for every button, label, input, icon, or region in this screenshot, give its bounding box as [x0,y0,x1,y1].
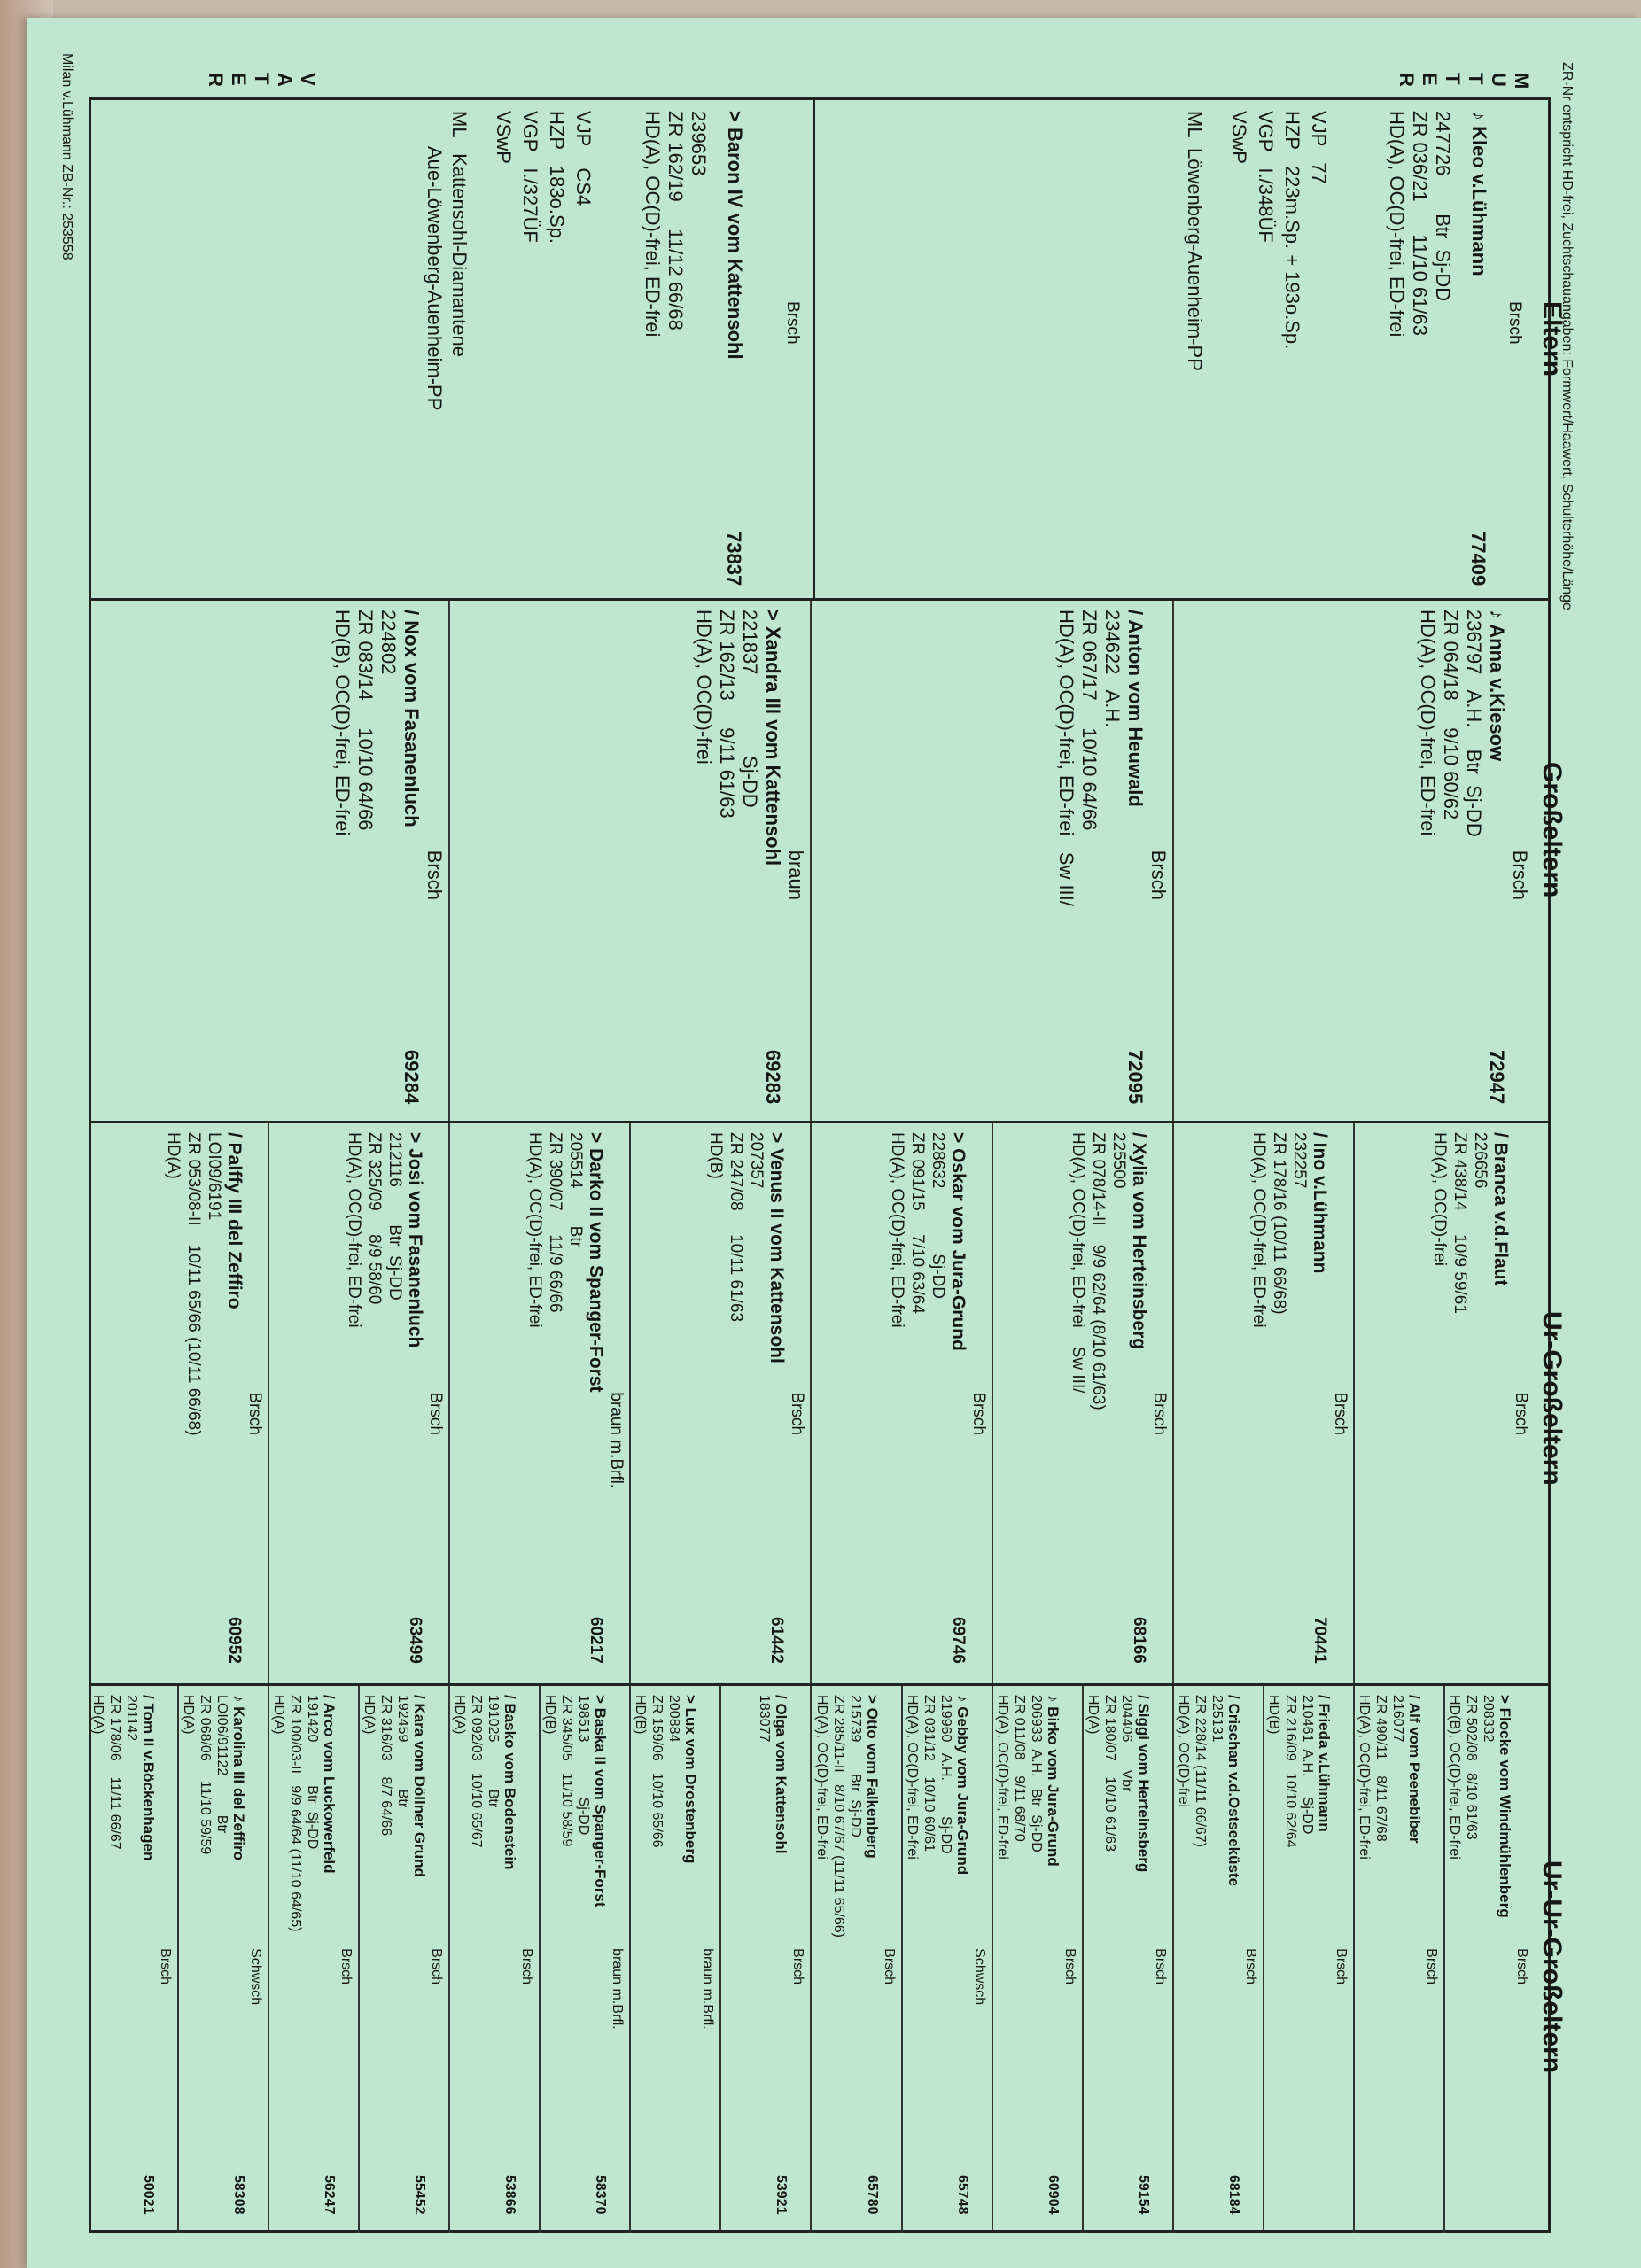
urur-row-divider [1082,1686,1084,2233]
divider-1 [89,598,1551,601]
urur-color: Schwsch [248,1948,264,2006]
urur-number: 53921 [774,2175,789,2215]
divider-3 [89,1683,1551,1686]
ur-line: ZR 390/07 11/9 66/66 [546,1132,565,1313]
urur-line: HD(B), OC(D)-frei, ED-frei [1447,1695,1462,1860]
urur-line: 216077 [1389,1695,1405,1743]
mutter-line-1: 247726 Btr Sj-DD [1432,111,1454,302]
urur-line: 191025 Btr [486,1695,502,1808]
urur-line: HD(A), OC(D)-frei [1175,1695,1191,1808]
urur-number: 56247 [322,2175,338,2215]
urur-name: > Otto vom Falkenberg [863,1695,881,1859]
ur-line: 226656 [1471,1132,1489,1189]
ur-line: ZR 178/16 (10/11 66/68) [1269,1132,1288,1315]
grosseltern-number: 69284 [401,1050,424,1105]
grosseltern-line: HD(A), OC(D)-frei, ED-frei Sw III/ [1054,610,1077,906]
urur-line: 192459 Btr [395,1695,411,1808]
mutter-extra-3: VGP I./348ÜF [1255,111,1277,243]
ur-line: HD(A) [164,1132,183,1179]
urur-line: ZR 100/03-II 9/9 64/64 (11/10 64/65) [288,1695,304,1932]
urur-line: ZR 092/03 10/10 65/67 [469,1695,485,1848]
urur-line: HD(B) [542,1695,558,1735]
col-urur: Ur-Ur-Großeltern [1537,1860,1567,2074]
ur-color: Brsch [426,1392,446,1435]
urur-number: 53866 [502,2175,518,2215]
grosseltern-line: HD(A), OC(D)-frei, ED-frei [1417,610,1439,836]
urur-number: 68184 [1225,2175,1241,2215]
ur-name: / Branca v.d.Flaut [1490,1132,1511,1286]
ur-line: 205514 Btr [566,1132,586,1247]
urur-line: ZR 159/06 10/10 65/66 [649,1695,665,1848]
ur-number: 60217 [587,1617,606,1664]
ur-number: 68166 [1129,1617,1148,1664]
urur-number: 65748 [954,2175,970,2215]
grosseltern-line: HD(B), OC(D)-frei, ED-frei [331,610,354,836]
col-grosseltern: Großeltern [1537,762,1567,898]
grosseltern-color: braun [785,850,808,901]
grosseltern-number: 72947 [1486,1050,1508,1105]
urur-row-divider [901,1686,903,2233]
urur-number: 58370 [593,2175,609,2215]
ur-row-divider [448,1123,450,1683]
urur-name: / Crischan v.d.Ostseeküste [1225,1695,1242,1887]
urur-name: / Olga vom Kattensohl [773,1695,790,1854]
urur-color: Brsch [1333,1948,1349,1985]
ur-line: 228632 Sj-DD [928,1132,947,1299]
ur-color: Brsch [245,1392,265,1435]
urur-line: ZR 345/05 11/10 58/59 [559,1695,575,1847]
ur-color: Brsch [788,1392,807,1435]
grosseltern-name: / Nox vom Fasanenluch [401,610,424,827]
ur-name: > Darko II vom Spanger-Forst [586,1132,607,1393]
urur-color: Brsch [158,1948,174,1985]
urur-line: ZR 502/08 8/10 61/63 [1464,1695,1479,1840]
urur-line: 200884 [666,1695,682,1743]
urur-color: Brsch [790,1948,806,1985]
urur-name: / Kara vom Döllner Grund [411,1695,429,1877]
urur-line: HD(A) [362,1695,377,1735]
grosseltern-color: Brsch [424,850,447,900]
urur-line: HD(A), OC(D)-frei, ED-frei [904,1695,920,1860]
grosseltern-line: HD(A), OC(D)-frei [693,610,716,765]
ur-row-divider [1353,1123,1355,1683]
urur-row-divider [448,1686,450,2233]
ur-line: HD(A), OC(D)-frei, ED-frei [345,1132,364,1328]
ur-line: 225500 [1108,1132,1128,1189]
urur-line: ZR 490/11 8/11 67/68 [1373,1695,1388,1842]
urur-color: braun m.Brfl. [700,1948,716,2030]
urur-color: Brsch [1514,1948,1529,1985]
ur-name: / Ino v.Lühmann [1309,1132,1330,1274]
vater-ml2: Aue-Löwenberg-Auenheim-PP [424,146,446,411]
grosseltern-name: ♪ Anna v.Kiesow [1486,610,1508,762]
urur-line: 210461 A.H. Sj-DD [1299,1695,1315,1835]
grosseltern-row-divider [811,601,813,1121]
vater-extra-4: VSwP [493,111,515,164]
ur-line: HD(A), OC(D)-frei, ED-frei Sw III/ [1068,1132,1087,1394]
side-label-mutter: M U T T E R [1396,73,1533,89]
grosseltern-line: 236797 A.H. Btr Sj-DD [1463,610,1485,837]
grosseltern-line: ZR 162/13 9/11 61/63 [716,610,739,819]
vater-number: 73837 [723,532,745,586]
ur-number: 61442 [767,1617,787,1664]
urur-line: ZR 316/03 8/7 64/66 [378,1695,394,1837]
ur-color: Brsch [1149,1392,1169,1435]
grosseltern-line: ZR 067/17 10/10 64/66 [1077,610,1100,831]
urur-line: 191420 Btr Sj-DD [305,1695,321,1850]
ur-line: ZR 438/14 10/9 59/61 [1450,1132,1469,1314]
grosseltern-line: ZR 064/18 9/10 60/62 [1440,610,1462,820]
urur-line: HD(B) [1265,1695,1281,1735]
urur-name: / Tom II v.Böckenhagen [140,1695,158,1861]
urur-color: Brsch [338,1948,354,1985]
vater-line-2: ZR 162/19 11/12 66/68 [665,111,687,330]
mutter-name: ♪ Kleo v.Lühmann [1468,111,1490,276]
urur-row-divider [268,1686,269,2233]
urur-line: ZR 031/12 10/10 60/61 [921,1695,937,1852]
ur-line: HD(A), OC(D)-frei, ED-frei [1248,1132,1268,1328]
grosseltern-color: Brsch [1147,850,1170,900]
grosseltern-name: / Anton vom Heuwald [1124,610,1147,807]
ur-line: ZR 078/14-II 9/9 62/64 (8/10 61/63) [1088,1132,1108,1410]
ur-name: / Xylia vom Herteinsberg [1128,1132,1149,1350]
urur-line: ZR 011/08 9/11 68/70 [1011,1695,1027,1842]
ur-color: Brsch [1330,1392,1349,1435]
urur-number: 58308 [231,2175,247,2215]
ur-row-divider [629,1123,631,1683]
urur-line: HD(A) [90,1695,106,1735]
divider-2 [89,1121,1551,1123]
grosseltern-color: Brsch [1509,850,1531,900]
grosseltern-number: 72095 [1124,1050,1147,1105]
col-ur: Ur-Großeltern [1537,1311,1567,1486]
urur-row-divider [1172,1686,1174,2233]
ur-row-divider [992,1123,993,1683]
urur-row-divider [1263,1686,1264,2233]
pedigree-frame [89,97,1551,2233]
urur-name: ♪ Gebby vom Jura-Grund [953,1695,971,1876]
urur-name: / Siggi vom Herteinsberg [1134,1695,1152,1873]
vater-ml: ML Kattensohl-Diamantene [448,111,471,357]
urur-line: 201142 [124,1695,140,1742]
pedigree-sheet [27,35,1586,2250]
urur-number: 60904 [1045,2175,1061,2215]
urur-line: HD(A), OC(D)-frei, ED-frei [1356,1695,1372,1860]
mutter-number: 77409 [1467,532,1489,586]
ur-color: Brsch [968,1392,988,1435]
urur-row-divider [992,1686,993,2233]
grosseltern-row-divider [1172,601,1174,1121]
urur-line: ZR 285/11-II 8/10 67/67 (11/11 65/66) [830,1695,846,1938]
note-label: ZR-Nr entspricht HD-frei, Zuchtschauangaben: Formwert/Haawert, Schulterhöhe/Länge [1559,62,1575,610]
urur-color: Brsch [881,1948,897,1985]
urur-name: > Lux vom Drostenberg [682,1695,700,1864]
vater-line-1: 239653 [688,111,710,176]
ur-name: / Palffy III del Zeffiro [224,1132,245,1309]
urur-line: 198513 Sj-DD [576,1695,592,1836]
urur-line: ZR 178/06 11/11 66/67 [107,1695,123,1850]
urur-line: 208332 [1481,1695,1496,1743]
urur-color: Brsch [429,1948,445,1985]
urur-line: 219960 A.H. Sj-DD [937,1695,953,1854]
urur-color: Brsch [1062,1948,1077,1985]
urur-line: ZR 068/06 11/10 59/59 [198,1695,214,1855]
ur-line: HD(A), OC(D)-frei [1430,1132,1449,1266]
urur-name: ♪ Karolina III del Zeffiro [230,1695,248,1861]
grosseltern-number: 69283 [762,1050,785,1105]
ur-number: 70441 [1310,1617,1329,1664]
vater-color: Brsch [783,301,802,345]
urur-color: Brsch [1152,1948,1168,1985]
ur-line: 232257 [1289,1132,1309,1189]
ur-line: 207357 [747,1132,766,1189]
ur-number: 69746 [948,1617,968,1664]
urur-color: Brsch [1242,1948,1258,1985]
urur-line: ZR 228/14 (11/11 66/67) [1192,1695,1208,1847]
mutter-extra-1: VJP 77 [1308,111,1330,184]
urur-line: 215739 Btr Sj-DD [847,1695,863,1837]
urur-line: ZR 216/09 10/10 62/64 [1282,1695,1298,1848]
grosseltern-line: 234622 A.H. [1100,610,1124,728]
urur-name: > Baska II vom Spanger-Forst [592,1695,610,1907]
side-label-vater: V A T E R [205,73,319,87]
ur-color: braun m.Brfl. [607,1392,626,1489]
urur-line: LOI06/91122 Btr [214,1695,230,1834]
urur-name: ♪ Birko vom Jura-Grund [1044,1695,1062,1867]
grosseltern-line: 224802 [377,610,401,675]
urur-name: / Alf vom Peenebiber [1405,1695,1423,1844]
mutter-extra-4: VSwP [1228,111,1250,164]
urur-color: braun m.Brfl. [610,1948,626,2030]
urur-color: Schwsch [971,1948,987,2006]
ur-row-divider [1172,1123,1174,1683]
mutter-line-2: ZR 036/21 11/10 61/63 [1409,111,1431,336]
vater-extra-1: VJP CS4 [572,111,595,206]
ur-line: ZR 091/15 7/10 63/64 [907,1132,927,1314]
mutter-line-3: HD(A), OC(D)-frei, ED-frei [1386,111,1408,338]
urur-number: 65780 [864,2175,880,2215]
ur-color: Brsch [1512,1392,1530,1435]
mutter-extra-2: HZP 223m.Sp. + 193o.Sp. [1281,111,1303,350]
mutter-ml: ML Löwenberg-Auenheim-PP [1184,111,1206,371]
urur-row-divider [177,1686,179,2233]
urur-row-divider [1353,1686,1355,2233]
ur-number: 60952 [225,1617,245,1664]
ur-line: HD(B) [706,1132,726,1179]
ur-line: LOI09/6191 [205,1132,224,1221]
urur-name: / Frieda v.Lühmann [1315,1695,1333,1832]
urur-color: Brsch [519,1948,535,1985]
urur-line: HD(A) [1085,1695,1100,1735]
ur-name: > Josi vom Fasanenluch [405,1132,426,1348]
urur-color: Brsch [1423,1948,1439,1985]
ur-row-divider [811,1123,813,1683]
vater-name: > Baron IV vom Kattensohl [724,111,746,360]
ur-number: 63499 [406,1617,425,1664]
ur-line: 212116 Btr Sj-DD [385,1132,405,1301]
grosseltern-row-divider [448,601,450,1121]
ur-line: HD(A), OC(D)-frei, ED-frei [887,1132,906,1328]
urur-line: HD(A), OC(D)-frei, ED-frei [813,1695,829,1860]
ur-name: > Venus II vom Kattensohl [766,1132,788,1363]
urur-line: HD(A), OC(D)-frei, ED-frei [994,1695,1010,1860]
urur-row-divider [629,1686,631,2233]
urur-line: 225131 [1209,1695,1225,1743]
urur-name: / Arco vom Luckowerfeld [321,1695,338,1874]
urur-row-divider [358,1686,360,2233]
ur-line: ZR 053/08-II 10/11 65/66 (10/11 66/68) [184,1132,204,1436]
vater-extra-2: HZP 183o.Sp. [546,111,568,245]
urur-row-divider [539,1686,541,2233]
vater-line-3: HD(A), OC(D)-frei, ED-frei [642,111,664,338]
urur-line: 206933 A.H. Btr Sj-DD [1028,1695,1044,1852]
urur-name: / Basko vom Bodenstein [502,1695,519,1870]
ur-line: ZR 247/08 10/11 61/63 [727,1132,746,1323]
urur-line: HD(A) [452,1695,468,1735]
eltern-split [813,97,815,598]
grosseltern-line: 221837 Sj-DD [739,610,762,808]
urur-row-divider [719,1686,721,2233]
urur-line: HD(B) [633,1695,649,1735]
urur-number: 55452 [412,2175,428,2215]
ur-line: ZR 325/09 8/9 58/60 [365,1132,385,1305]
grosseltern-name: > Xandra III vom Kattensohl [762,610,785,866]
ur-line: HD(A), OC(D)-frei, ED-frei [525,1132,545,1328]
urur-line: HD(A) [271,1695,287,1735]
urur-number: 59154 [1135,2175,1151,2215]
col-eltern: Eltern [1537,301,1567,377]
grosseltern-line: ZR 083/14 10/10 64/66 [354,610,377,831]
vater-extra-3: VGP I./327ÜF [519,111,541,243]
urur-row-divider [811,1686,813,2233]
urur-line: 183077 [757,1695,773,1743]
urur-name: > Flocke vom Windmühlenberg [1497,1695,1513,1918]
ur-row-divider [268,1123,269,1683]
ur-name: > Oskar vom Jura-Grund [947,1132,968,1351]
owner-label: Milan v.Lühmann ZB-Nr.: 253558 [59,53,74,260]
mutter-color: Brsch [1505,301,1524,345]
urur-number: 50021 [141,2175,157,2215]
urur-row-divider [1443,1686,1445,2233]
urur-line: 204406 Vbr [1118,1695,1134,1792]
urur-line: ZR 180/07 10/10 61/63 [1101,1695,1117,1852]
urur-line: HD(A) [181,1695,197,1735]
